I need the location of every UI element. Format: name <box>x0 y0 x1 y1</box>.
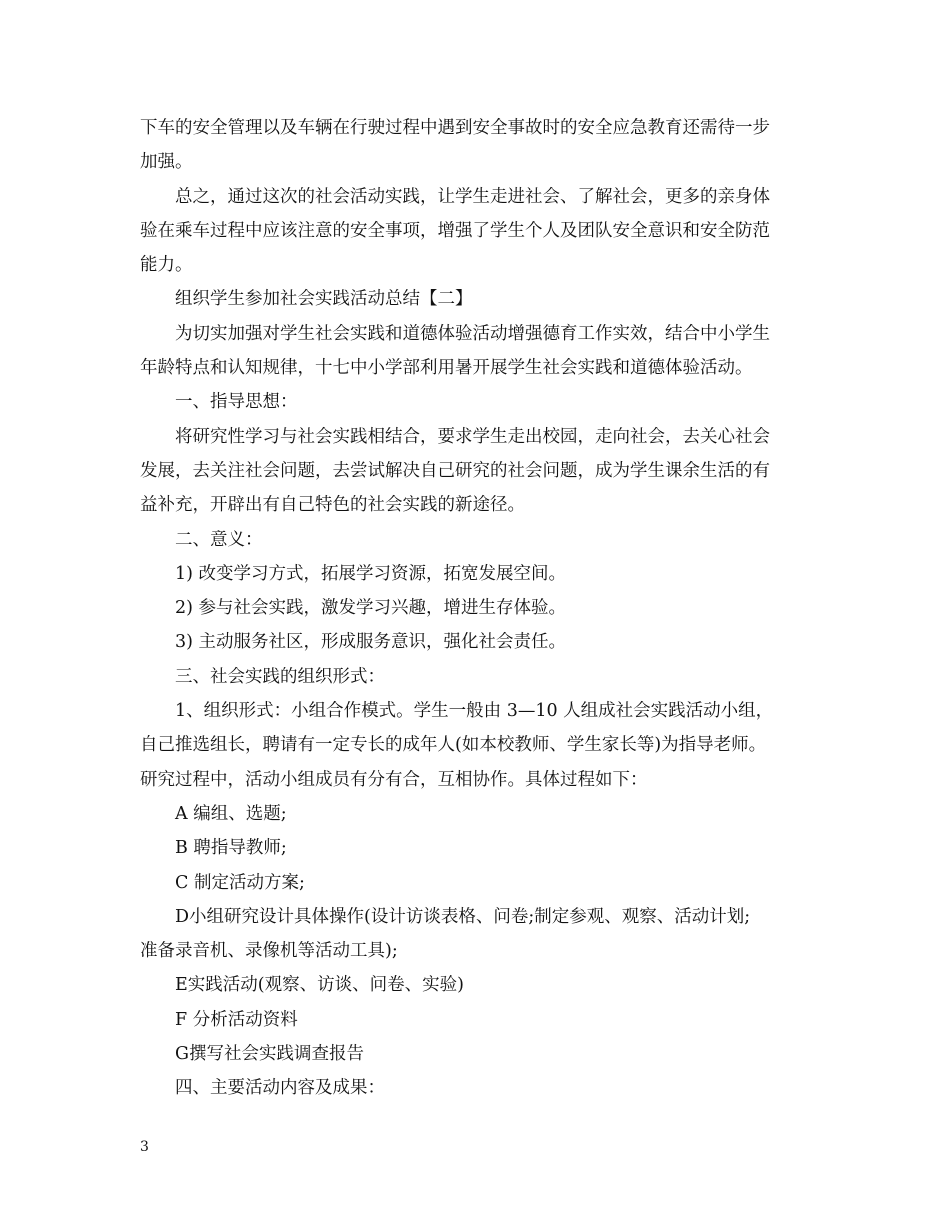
text-line: E实践活动(观察、访谈、问卷、实验) <box>175 975 464 996</box>
text-line: F 分析活动资料 <box>175 1009 298 1030</box>
text-line: 发展，去关注社会问题，去尝试解决自己研究的社会问题，成为学生课余生活的有 <box>140 460 770 481</box>
text-line: 下车的安全管理以及车辆在行驶过程中遇到安全事故时的安全应急教育还需待一步 <box>140 118 770 138</box>
text-line: 益补充，开辟出有自己特色的社会实践的新途径。 <box>140 495 525 516</box>
text-line: G撰写社会实践调查报告 <box>175 1044 364 1065</box>
text-line: 2) 参与社会实践，激发学习兴趣，增进生存体验。 <box>175 598 567 619</box>
text-line: 三、社会实践的组织形式： <box>175 666 385 687</box>
text-line: 将研究性学习与社会实践相结合，要求学生走出校园，走向社会，去关心社会 <box>175 426 770 447</box>
text-line: 自己推选组长，聘请有一定专长的成年人(如本校教师、学生家长等)为指导老师。 <box>140 735 767 756</box>
text-line: D小组研究设计具体操作(设计访谈表格、问卷;制定参观、观察、活动计划; <box>175 906 751 927</box>
text-line: 年龄特点和认知规律，十七中小学部利用暑开展学生社会实践和道德体验活动。 <box>140 358 753 379</box>
text-line: 研究过程中，活动小组成员有分有合，互相协作。具体过程如下： <box>140 769 648 790</box>
document-body <box>140 111 810 1106</box>
text-line: A 编组、选题; <box>175 803 287 824</box>
text-line: 验在乘车过程中应该注意的安全事项，增强了学生个人及团队安全意识和安全防范 <box>140 220 770 241</box>
page-number: 3 <box>140 1139 149 1155</box>
text-line: 四、主要活动内容及成果： <box>175 1078 385 1099</box>
text-line: 能力。 <box>140 255 193 276</box>
text-line: 准备录音机、录像机等活动工具); <box>140 941 398 962</box>
text-line: 1) 改变学习方式，拓展学习资源，拓宽发展空间。 <box>175 563 567 584</box>
text-line: 1、组织形式：小组合作模式。学生一般由 3—10 人组成社会实践活动小组， <box>175 701 774 722</box>
text-line: 总之，通过这次的社会活动实践，让学生走进社会、了解社会，更多的亲身体 <box>175 186 770 207</box>
text-line: 3) 主动服务社区，形成服务意识，强化社会责任。 <box>175 632 567 653</box>
text-line: 组织学生参加社会实践活动总结【二】 <box>175 289 473 310</box>
text-line: 二、意义： <box>175 529 263 550</box>
text-line: 加强。 <box>140 152 193 173</box>
text-line: 一、指导思想： <box>175 392 298 413</box>
text-line: C 制定活动方案; <box>175 872 305 893</box>
text-line: B 聘指导教师; <box>175 838 287 859</box>
text-line: 为切实加强对学生社会实践和道德体验活动增强德育工作实效，结合中小学生 <box>175 323 770 344</box>
